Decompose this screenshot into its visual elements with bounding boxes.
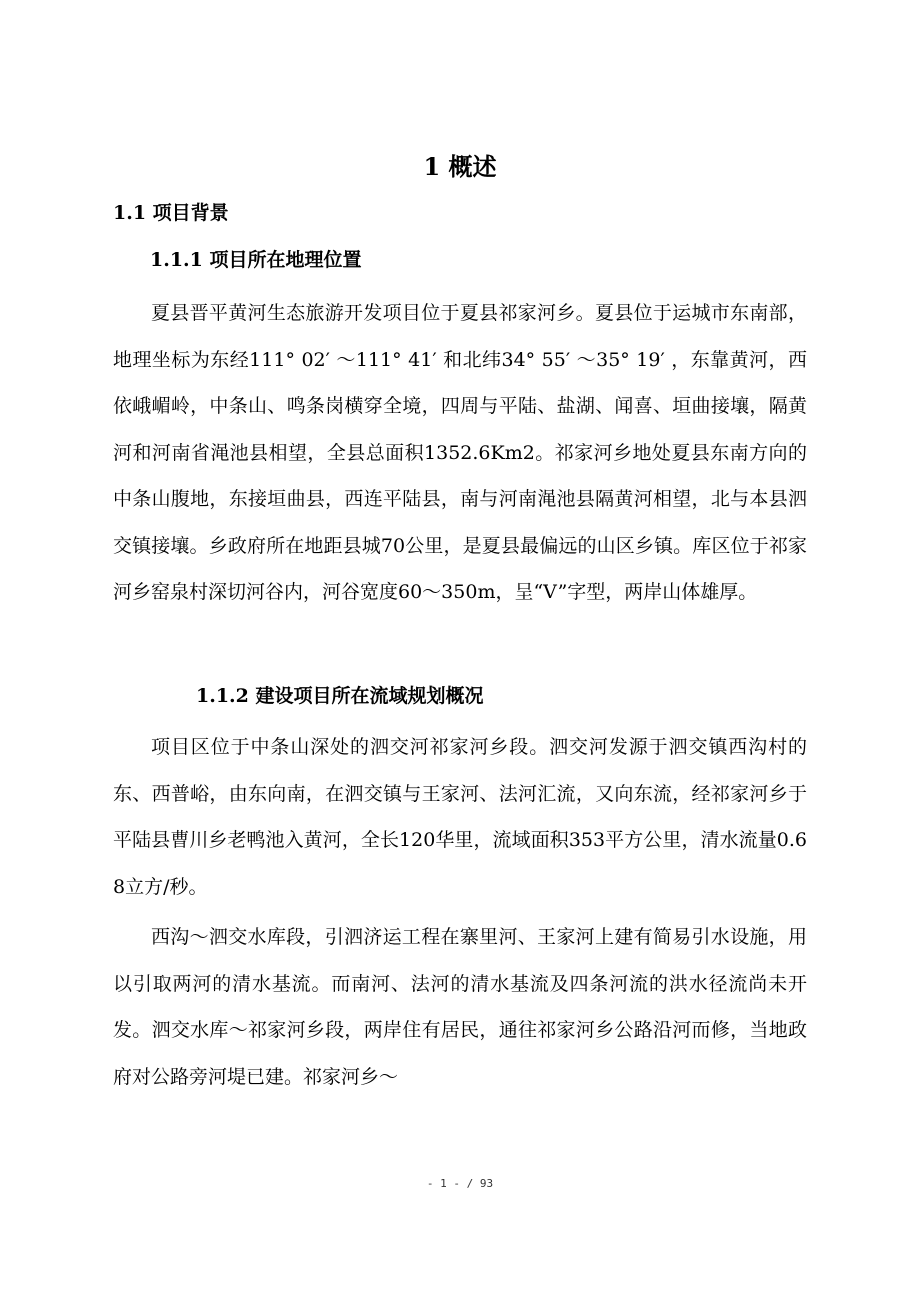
chapter-title: 1 概述: [423, 152, 497, 181]
paragraph-basin-overview: 项目区位于中条山深处的泗交河祁家河乡段。泗交河发源于泗交镇西沟村的东、西普峪，由东向南，在泗交镇与王家河、法河汇流，又向东流，经祁家河乡于平陆县曹川乡老鸭池入黄河，全长120华里，流域面积353平方公里，清水流量0.68立方/秒。: [113, 736, 807, 898]
paragraph-location: 夏县晋平黄河生态旅游开发项目位于夏县祁家河乡。夏县位于运城市东南部，地理坐标为东经111° 02′ ～111° 41′ 和北纬34° 55′ ～35° 19′ ，东靠黄河，西依峨嵋岭，中条山、鸣条岗横穿全境，四周与平陆、盐湖、闻喜、垣曲接壤，隔黄河和河南省渑池县相望，全县总面积1352.6Km2。祁家河乡地处夏县东南方向的中条山腹地，东接垣曲县，西连平陆县，南与河南渑池县隔黄河相望，北与本县泗交镇接壤。乡政府所在地距县城70公里，是夏县最偏远的山区乡镇。库区位于祁家河乡窑泉村深切河谷内，河谷宽度60～350m，呈“V”字型，两岸山体雄厚。: [113, 302, 807, 603]
paragraph-basin-development: 西沟～泗交水库段，引泗济运工程在寨里河、王家河上建有简易引水设施，用以引取两河的清水基流。而南河、法河的清水基流及四条河流的洪水径流尚未开发。泗交水库～祁家河乡段，两岸住有居民，通往祁家河乡公路沿河而修，当地政府对公路旁河堤已建。祁家河乡～: [113, 926, 807, 1088]
subsection-heading-basin-plan: 1.1.2 建设项目所在流域规划概况: [196, 685, 484, 707]
page-number-footer: - 1 - / 93: [426, 1177, 494, 1190]
section-heading: 1.1 项目背景: [113, 202, 229, 224]
subsection-heading-location: 1.1.1 项目所在地理位置: [150, 249, 362, 271]
